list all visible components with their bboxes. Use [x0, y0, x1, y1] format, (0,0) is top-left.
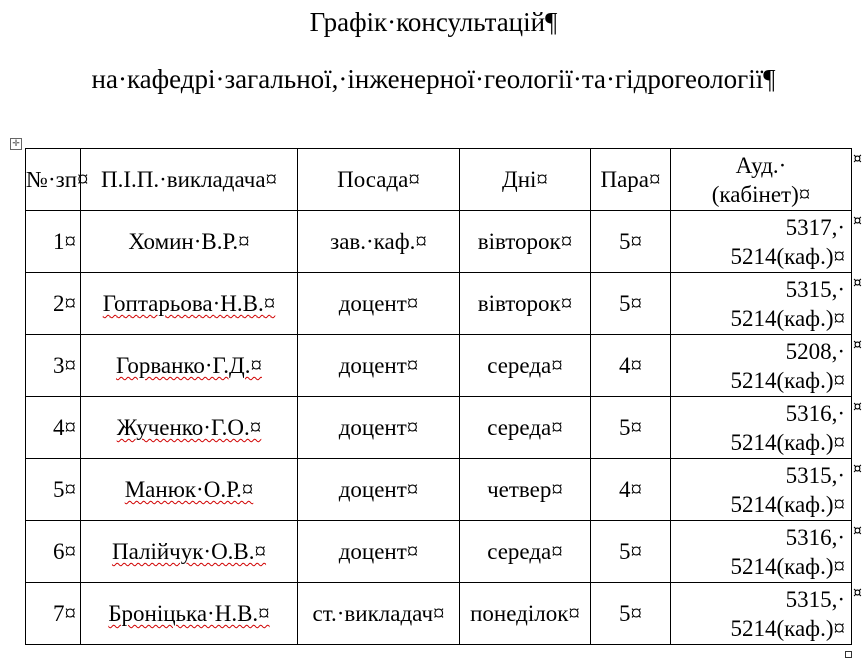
header-name: П.І.П.·викладача¤ — [81, 149, 298, 211]
cell-num: 6¤ — [26, 521, 81, 583]
aud-line2: 5214(каф.)¤ — [730, 615, 845, 641]
cell-days: середа¤ — [460, 397, 591, 459]
cell-name: Хомин·В.Р.¤ — [81, 211, 298, 273]
cell-name — [81, 459, 298, 521]
cell-auditorium — [671, 397, 852, 459]
row-end-mark: ¤ — [853, 151, 862, 167]
cell-name-text: Жученко·Г.О.¤ — [116, 415, 262, 440]
cell-num: 2¤ — [26, 273, 81, 335]
cell-position: доцент¤ — [298, 397, 460, 459]
cell-para: 4¤ — [591, 459, 671, 521]
header-aud-line1: Ауд.· — [735, 152, 787, 178]
aud-line1: 5315,· — [785, 462, 845, 488]
consultation-schedule-table — [25, 148, 852, 645]
cell-name-text: Горванко·Г.Д.¤ — [116, 353, 262, 378]
header-num-label: №·зп¤ — [26, 167, 89, 192]
row-end-mark: ¤ — [853, 275, 862, 291]
cell-para: 5¤ — [591, 521, 671, 583]
cell-name: Гоптарьова·Н.В.¤ — [81, 273, 298, 335]
cell-days: вівторок¤ — [460, 273, 591, 335]
cell-auditorium — [671, 521, 852, 583]
header-aud-line2: (кабінет)¤ — [711, 181, 811, 207]
aud-line2: 5214(каф.)¤ — [730, 553, 845, 579]
cell-name — [81, 583, 298, 645]
cell-name — [81, 521, 298, 583]
cell-auditorium — [671, 211, 852, 273]
cell-days: понеділок¤ — [460, 583, 591, 645]
cell-days: середа¤ — [460, 335, 591, 397]
document-title: Графік·консультацій¶ — [309, 7, 558, 37]
table-row — [26, 459, 852, 521]
aud-line1: 5315,· — [785, 586, 845, 612]
table-move-handle-icon[interactable]: ✛ — [10, 138, 22, 150]
header-position: Посада¤ — [298, 149, 460, 211]
cell-position: ст.·викладач¤ — [298, 583, 460, 645]
cell-position: зав.·каф.¤ — [298, 211, 460, 273]
aud-line1: 5317,· — [785, 214, 845, 240]
aud-line1: 5208,· — [785, 338, 845, 364]
table-resize-handle[interactable] — [845, 651, 852, 658]
cell-para: 5¤ — [591, 397, 671, 459]
cell-num: 7¤ — [26, 583, 81, 645]
cell-para: 5¤ — [591, 273, 671, 335]
row-end-mark: ¤ — [853, 461, 862, 477]
row-end-mark: ¤ — [853, 399, 862, 415]
cell-position: доцент¤ — [298, 459, 460, 521]
table-row — [26, 583, 852, 645]
row-end-mark: ¤ — [853, 213, 862, 229]
aud-line1: 5315,· — [785, 276, 845, 302]
table-row — [26, 521, 852, 583]
table-row — [26, 273, 852, 335]
document-subtitle: на·кафедрі·загальної,·інженерної·геології·та·гідрогеології¶ — [91, 64, 776, 94]
table-row — [26, 335, 852, 397]
table-row — [26, 397, 852, 459]
aud-line2: 5214(каф.)¤ — [730, 305, 845, 331]
table-header-row — [26, 149, 852, 211]
cell-auditorium — [671, 459, 852, 521]
aud-line2: 5214(каф.)¤ — [730, 429, 845, 455]
cell-position: доцент¤ — [298, 273, 460, 335]
cell-name — [81, 397, 298, 459]
cell-para: 5¤ — [591, 583, 671, 645]
cell-num: 4¤ — [26, 397, 81, 459]
aud-line2: 5214(каф.)¤ — [730, 367, 845, 393]
cell-auditorium — [671, 273, 852, 335]
cell-num: 5¤ — [26, 459, 81, 521]
aud-line2: 5214(каф.)¤ — [730, 491, 845, 517]
cell-days: вівторок¤ — [460, 211, 591, 273]
header-para: Пара¤ — [591, 149, 671, 211]
aud-line1: 5316,· — [785, 400, 845, 426]
header-days: Дні¤ — [460, 149, 591, 211]
cell-para: 4¤ — [591, 335, 671, 397]
aud-line2: 5214(каф.)¤ — [730, 243, 845, 269]
row-end-mark: ¤ — [853, 523, 862, 539]
cell-para: 5¤ — [591, 211, 671, 273]
cell-auditorium — [671, 583, 852, 645]
cell-name-text: Палійчук·О.В.¤ — [111, 539, 267, 564]
cell-name-text: Манюк·О.Р.¤ — [124, 477, 254, 502]
cell-auditorium — [671, 335, 852, 397]
row-end-mark: ¤ — [853, 585, 862, 601]
header-num — [26, 149, 89, 211]
cell-num: 3¤ — [26, 335, 81, 397]
cell-days: четвер¤ — [460, 459, 591, 521]
cell-position: доцент¤ — [298, 521, 460, 583]
table-row — [26, 211, 852, 273]
cell-num: 1¤ — [26, 211, 81, 273]
cell-position: доцент¤ — [298, 335, 460, 397]
cell-days: середа¤ — [460, 521, 591, 583]
aud-line1: 5316,· — [785, 524, 845, 550]
row-end-mark: ¤ — [853, 337, 862, 353]
cell-name — [81, 335, 298, 397]
cell-name-text: Броніцька·Н.В.¤ — [108, 601, 270, 626]
header-auditorium — [671, 149, 852, 211]
